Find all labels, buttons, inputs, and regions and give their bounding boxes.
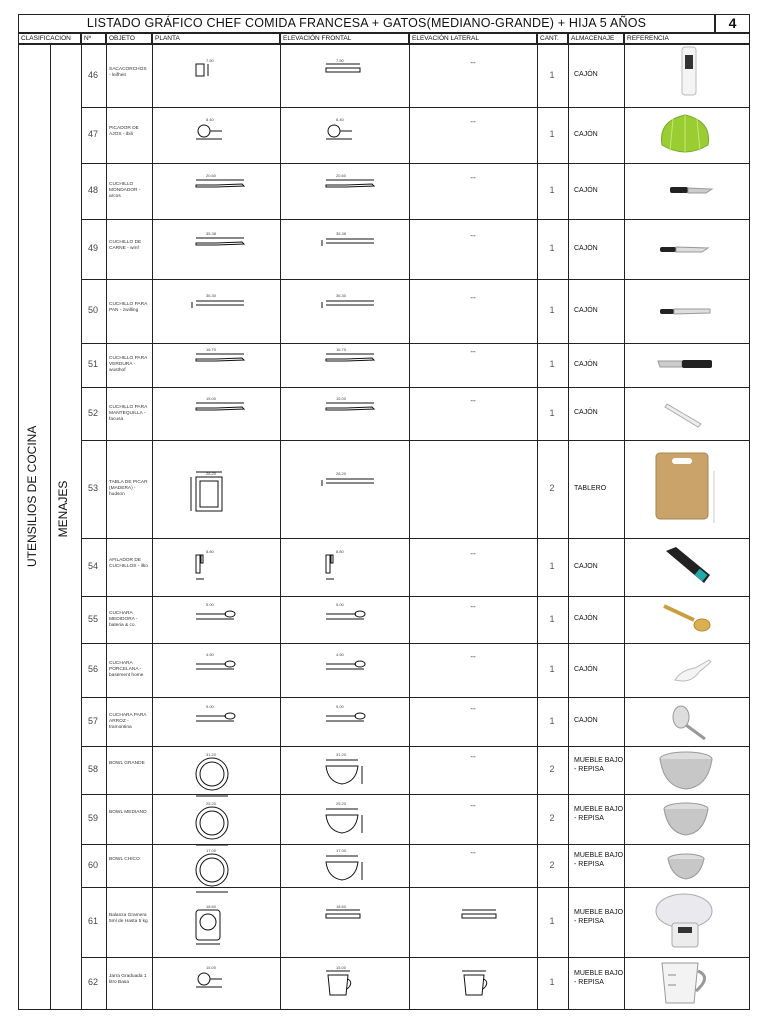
svg-text:15.00: 15.00	[206, 395, 217, 401]
front-elevation-drawing	[326, 904, 386, 954]
measuring-spoon-icon	[660, 598, 720, 646]
header-planta: PLANTA	[152, 33, 280, 44]
row-almacenaje: CAJÓN	[574, 665, 598, 673]
row-cant: 2	[549, 483, 555, 493]
row-almacenaje: CAJÓN	[574, 244, 598, 252]
bowl-small-icon	[658, 849, 722, 887]
row-objeto: CUCHILLO PARA PAN - zwilling	[109, 302, 148, 313]
plan-drawing	[196, 652, 256, 702]
row-num: 56	[87, 664, 98, 674]
kitchen-scale-icon	[654, 893, 726, 955]
row-almacenaje: CAJÓN	[574, 360, 598, 368]
row-almacenaje: TABLERO	[574, 484, 607, 492]
row-objeto: CUCHARA PARA ARROZ - tramontina	[109, 712, 147, 730]
row-num: 52	[87, 407, 98, 418]
row-cant: 1	[549, 977, 555, 987]
row-lateral: --	[470, 57, 476, 67]
porcelain-spoon-icon	[661, 650, 719, 694]
svg-text:35.38: 35.38	[336, 231, 347, 236]
row-num: 57	[87, 715, 98, 726]
row-objeto: CUCHILLO PARA VERDURA - wusthof	[109, 356, 148, 373]
svg-text:15.00: 15.00	[336, 395, 347, 401]
svg-text:25.20: 25.20	[206, 801, 217, 806]
bowl-large-icon	[658, 749, 722, 795]
row-cant: 1	[549, 359, 555, 369]
front-elevation-drawing	[326, 965, 386, 1015]
front-elevation-drawing	[326, 173, 386, 223]
svg-text:5.00: 5.00	[206, 601, 214, 607]
row-num: 59	[87, 813, 98, 823]
row-cant: 2	[549, 859, 555, 870]
row-num: 51	[87, 359, 98, 369]
front-elevation-drawing	[326, 231, 386, 281]
front-elevation-drawing	[326, 847, 386, 898]
row-objeto: CUCHILLO MONDADOR - arcos	[109, 182, 141, 199]
cutting-board-icon	[654, 453, 726, 529]
row-almacenaje: MUEBLE BAJO - REPISA	[574, 969, 624, 986]
row-cant: 1	[549, 715, 555, 726]
row-cant: 2	[549, 813, 555, 823]
plan-drawing	[196, 549, 256, 599]
row-almacenaje: CAJÓN	[574, 71, 598, 78]
row-objeto: CUCHILLO DE CARNE - wmf	[109, 240, 142, 251]
plan-drawing	[196, 395, 256, 446]
row-cant: 1	[549, 613, 555, 624]
plan-drawing	[196, 752, 256, 802]
row-objeto: SACACORCHOS - leifheit	[109, 66, 147, 78]
plan-drawing	[196, 293, 256, 343]
row-cant: 2	[549, 764, 555, 774]
measuring-jug-icon	[656, 959, 724, 1011]
paring-knife-icon	[666, 169, 714, 217]
page-title: LISTADO GRÁFICO CHEF COMIDA FRANCESA + GATOS(MEDIANO-GRANDE) + HIJA 5 AÑOS	[18, 14, 715, 33]
plan-drawing	[196, 471, 256, 521]
row-lateral: --	[470, 347, 476, 356]
svg-text:8.80: 8.80	[206, 549, 214, 554]
svg-text:7.50: 7.50	[206, 57, 214, 63]
row-objeto: Balanza Gramera 5ml de Hasta 5 kg	[109, 913, 148, 924]
row-lateral: --	[470, 801, 476, 810]
row-almacenaje: MUEBLE BAJO - REPISA	[574, 908, 624, 925]
row-num: 50	[87, 305, 98, 315]
row-num: 60	[87, 859, 98, 870]
meat-knife-icon	[658, 227, 722, 275]
row-lateral: --	[470, 117, 476, 126]
vegetable-knife-icon	[656, 343, 724, 391]
svg-text:15.00: 15.00	[336, 965, 347, 970]
row-num: 48	[87, 185, 98, 195]
svg-text:36.30: 36.30	[336, 293, 347, 298]
row-almacenaje: CAJÓN	[574, 186, 598, 194]
row-cant: 1	[549, 407, 555, 418]
category-label: UTENSILIOS DE COCINA	[25, 425, 39, 567]
row-num: 61	[87, 916, 98, 926]
svg-text:35.38: 35.38	[206, 231, 217, 236]
svg-text:25.20: 25.20	[336, 801, 347, 806]
page-number: 4	[715, 14, 750, 33]
row-objeto: AFILADOR DE CUCHILLOS - ilko	[109, 558, 148, 569]
front-elevation-drawing	[326, 117, 386, 167]
svg-text:8.80: 8.80	[336, 549, 344, 554]
svg-text:36.30: 36.30	[206, 293, 217, 298]
svg-text:28.20: 28.20	[206, 471, 217, 476]
row-lateral: --	[470, 847, 476, 857]
plan-drawing	[196, 117, 256, 167]
header-num: Nº	[81, 33, 106, 44]
row-objeto: BOWL GRANDE	[109, 761, 145, 766]
row-objeto: TABLA DE PICAR (MADERA) - hudson	[109, 480, 148, 497]
row-almacenaje: MUEBLE BAJO - REPISA	[574, 805, 624, 822]
row-cant: 1	[549, 305, 555, 315]
row-num: 55	[87, 613, 98, 624]
row-lateral: --	[470, 231, 476, 240]
header-elevacion-lateral: ELEVACIÓN LATERAL	[409, 33, 537, 44]
plan-drawing	[196, 801, 256, 851]
front-elevation-drawing	[326, 293, 386, 343]
row-objeto: BOWL MEDIANO	[109, 810, 147, 815]
svg-text:5.00: 5.00	[336, 601, 344, 607]
row-lateral: --	[470, 601, 476, 611]
row-lateral: --	[470, 293, 476, 302]
plan-drawing	[196, 847, 256, 898]
bowl-medium-icon	[658, 799, 722, 843]
row-objeto: CUCHILLO PARA MANTEQUILLA - facusa	[109, 404, 148, 422]
row-almacenaje: MUEBLE BAJO - REPISA	[574, 852, 624, 868]
header-elevacion-frontal: ELEVACIÓN FRONTAL	[280, 33, 409, 44]
front-elevation-drawing	[326, 471, 386, 521]
header-referencia: REFERENCIA	[624, 33, 750, 44]
row-objeto: PICADOR DE AJOS - ibili	[109, 126, 139, 137]
svg-text:18.60: 18.60	[336, 904, 347, 909]
front-elevation-drawing	[326, 395, 386, 446]
row-lateral: --	[470, 752, 476, 761]
front-elevation-drawing	[326, 549, 386, 599]
row-num: 62	[87, 977, 98, 987]
row-cant: 1	[549, 185, 555, 195]
front-elevation-drawing	[326, 703, 386, 754]
row-almacenaje: CAJÓN	[574, 717, 598, 724]
row-cant: 1	[549, 243, 555, 253]
header-cant: CANT.	[537, 33, 568, 44]
svg-text:15.00: 15.00	[206, 965, 217, 970]
row-cant: 1	[549, 69, 555, 80]
row-objeto: CUCHARA PORCELANA - basement home	[109, 661, 144, 678]
corkscrew-icon	[662, 47, 718, 109]
row-cant: 1	[549, 916, 555, 926]
front-elevation-drawing	[326, 347, 386, 397]
svg-text:7.50: 7.50	[336, 57, 344, 63]
row-num: 58	[87, 764, 98, 774]
row-lateral: --	[470, 395, 476, 405]
plan-drawing	[196, 965, 256, 1015]
row-almacenaje: CAJÓN	[574, 615, 598, 622]
svg-text:4.50: 4.50	[206, 652, 214, 657]
row-almacenaje: MUEBLE BAJO - REPISA	[574, 756, 624, 773]
svg-text:28.20: 28.20	[336, 471, 347, 476]
plan-drawing	[196, 904, 256, 954]
row-almacenaje: CAJÓN	[574, 130, 598, 138]
rice-spoon-icon	[661, 701, 719, 747]
plan-drawing	[196, 231, 256, 281]
row-num: 54	[87, 561, 98, 571]
row-objeto: BOWL CHICO	[109, 856, 140, 862]
svg-text:20.60: 20.60	[206, 173, 217, 178]
svg-text:31.20: 31.20	[206, 752, 217, 757]
row-cant: 1	[549, 129, 555, 139]
header-clasificacion: CLASIFICACION	[18, 33, 81, 44]
header-objeto: OBJETO	[106, 33, 152, 44]
front-elevation-drawing	[326, 801, 386, 851]
plan-drawing	[196, 703, 256, 754]
plan-drawing	[196, 601, 256, 652]
row-almacenaje: CAJÓN	[574, 409, 598, 416]
svg-text:9.00: 9.00	[336, 703, 344, 709]
row-lateral: --	[470, 703, 476, 713]
subcategory-label: MENAJES	[56, 480, 70, 538]
bread-knife-icon	[658, 289, 722, 337]
plan-drawing	[196, 173, 256, 223]
row-num: 47	[87, 129, 98, 139]
garlic-chopper-icon	[658, 111, 722, 163]
row-objeto: CUCHARA MEDIDORA - bateria & co.	[109, 610, 138, 628]
svg-text:31.20: 31.20	[336, 752, 347, 757]
front-elevation-drawing	[326, 752, 386, 802]
svg-text:8.40: 8.40	[336, 117, 344, 122]
side-elevation-drawing	[462, 910, 522, 954]
svg-text:16.70: 16.70	[206, 347, 217, 352]
svg-text:9.00: 9.00	[206, 703, 214, 709]
row-lateral: --	[470, 652, 476, 661]
svg-text:16.70: 16.70	[336, 347, 347, 352]
svg-text:20.60: 20.60	[336, 173, 347, 178]
row-lateral: --	[470, 173, 476, 182]
row-objeto: Jarra Graduada 1 litro Basa	[109, 974, 147, 985]
row-almacenaje: CAJON	[574, 562, 598, 570]
plan-drawing	[196, 347, 256, 397]
svg-text:8.40: 8.40	[206, 117, 214, 122]
row-num: 46	[87, 69, 98, 80]
knife-sharpener-icon	[660, 547, 720, 591]
header-almacenaje: ALMACENAJE	[568, 33, 624, 44]
svg-text:18.60: 18.60	[206, 904, 217, 909]
row-almacenaje: CAJÓN	[574, 306, 598, 314]
row-num: 53	[87, 483, 98, 493]
plan-drawing	[196, 57, 256, 108]
side-elevation-drawing	[462, 971, 522, 1015]
row-cant: 1	[549, 664, 555, 674]
svg-text:17.00: 17.00	[336, 847, 347, 853]
svg-text:4.50: 4.50	[336, 652, 344, 657]
front-elevation-drawing	[326, 57, 386, 108]
row-lateral: --	[470, 549, 476, 558]
butter-knife-icon	[661, 394, 719, 438]
front-elevation-drawing	[326, 652, 386, 702]
svg-text:17.00: 17.00	[206, 847, 217, 853]
front-elevation-drawing	[326, 601, 386, 652]
row-cant: 1	[549, 561, 555, 571]
row-num: 49	[87, 243, 98, 253]
